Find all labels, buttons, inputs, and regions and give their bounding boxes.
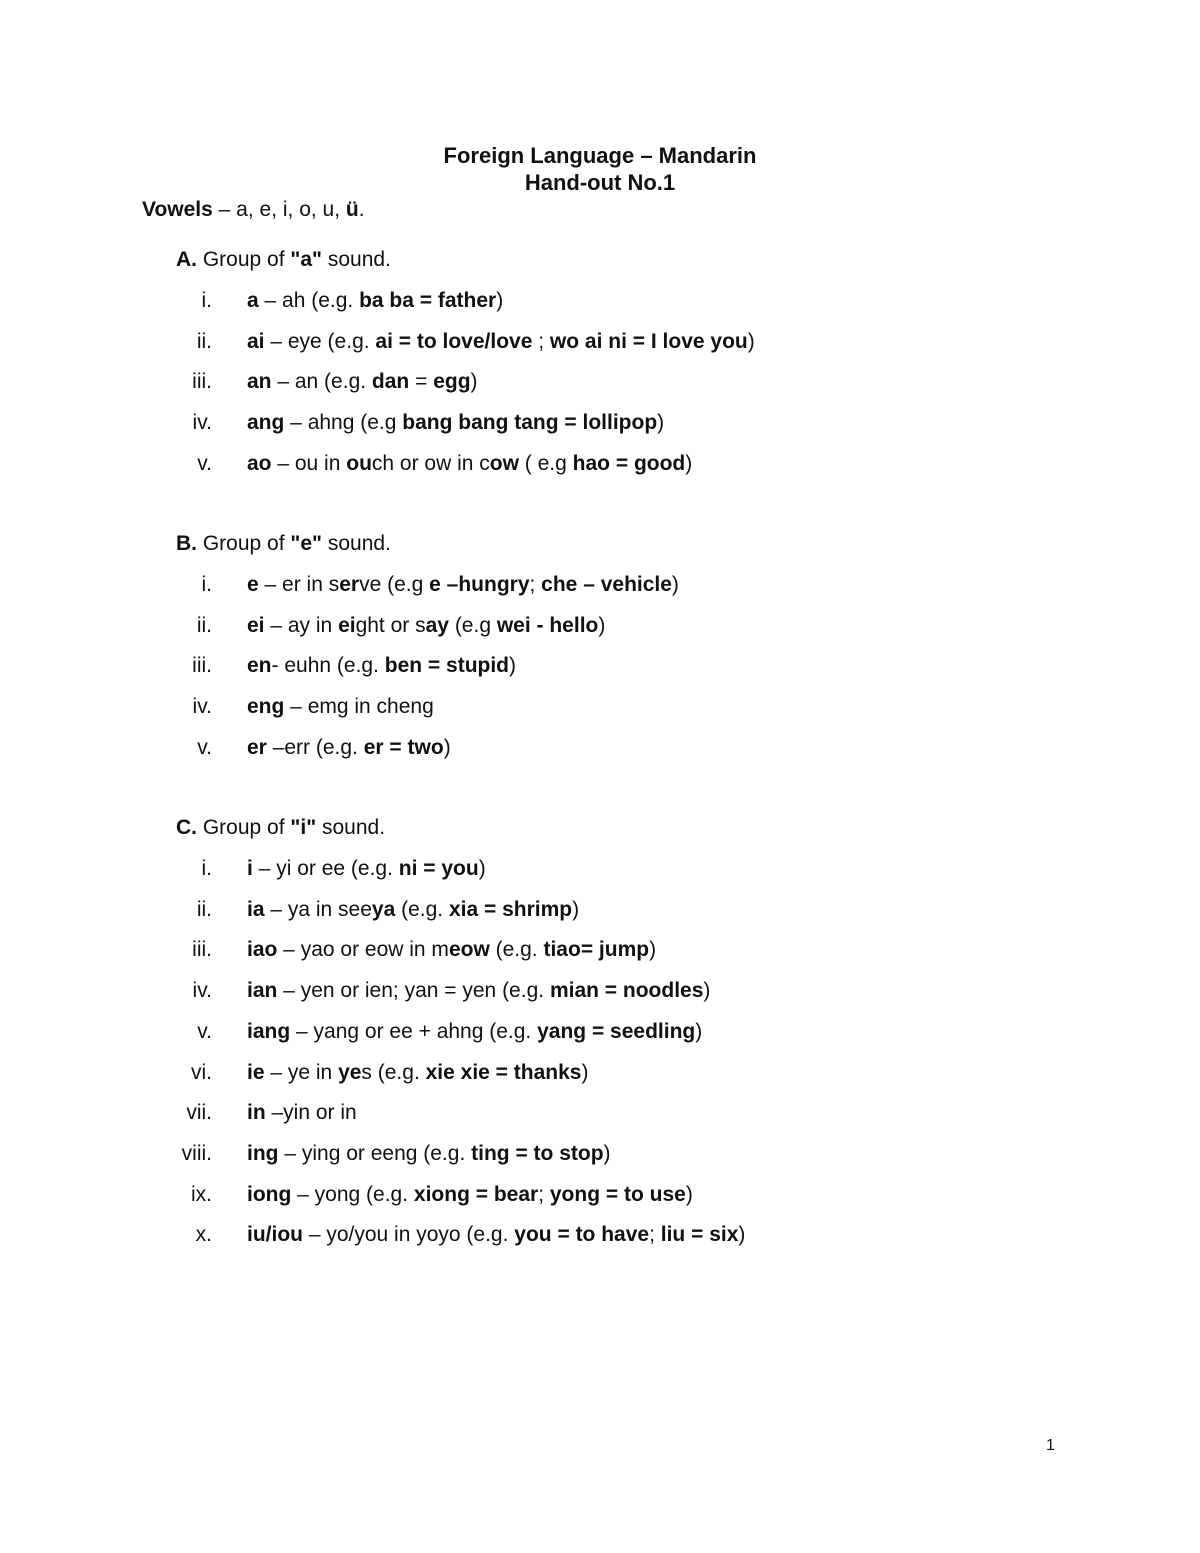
text-segment: ch or ow in c bbox=[371, 451, 490, 475]
list-item bbox=[120, 1141, 1120, 1167]
text-segment: ) bbox=[470, 370, 478, 394]
bold-segment: iu/iou bbox=[247, 1223, 303, 1247]
item-numeral: iv. bbox=[192, 695, 212, 719]
item-text bbox=[247, 572, 679, 598]
group-c-heading bbox=[176, 815, 385, 841]
list-item bbox=[120, 613, 1120, 639]
text-segment: ; bbox=[649, 1223, 661, 1247]
list-item bbox=[120, 451, 1120, 477]
group-heading-post: sound. bbox=[316, 816, 386, 839]
item-text bbox=[247, 937, 656, 963]
bold-segment: er = two bbox=[363, 735, 444, 759]
group-letter: C. bbox=[176, 816, 197, 839]
bold-segment: yang = seedling bbox=[537, 1019, 696, 1043]
text-segment: ) bbox=[695, 1019, 703, 1043]
text-segment: s (e.g. bbox=[361, 1060, 426, 1084]
text-segment: –yin or in bbox=[265, 1101, 357, 1125]
item-numeral: i. bbox=[201, 857, 212, 880]
item-numeral: i. bbox=[201, 573, 212, 596]
bold-segment: ie bbox=[247, 1060, 265, 1084]
bold-segment: bang bang tang = lollipop bbox=[402, 411, 658, 435]
text-segment: ) bbox=[598, 613, 606, 637]
text-segment: – yong (e.g. bbox=[291, 1182, 414, 1206]
bold-segment: er bbox=[339, 573, 360, 596]
item-text bbox=[247, 329, 755, 355]
bold-segment: e –hungry bbox=[429, 573, 530, 596]
text-segment: – ying or eeng (e.g. bbox=[278, 1141, 472, 1165]
list-item bbox=[120, 288, 1120, 314]
bold-segment: ow bbox=[489, 451, 519, 475]
bold-segment: yong = to use bbox=[549, 1182, 686, 1206]
bold-segment: egg bbox=[433, 370, 471, 394]
text-segment: –err (e.g. bbox=[266, 735, 364, 759]
text-segment: ) bbox=[581, 1060, 589, 1084]
text-segment: – ou in bbox=[271, 451, 347, 475]
bold-segment: ia bbox=[247, 897, 265, 921]
item-text bbox=[247, 1019, 702, 1045]
item-text bbox=[247, 288, 503, 314]
item-text bbox=[247, 1222, 745, 1248]
bold-segment: i bbox=[247, 857, 253, 880]
text-segment: ) bbox=[685, 451, 693, 475]
text-segment: – ah (e.g. bbox=[258, 289, 360, 312]
bold-segment: a bbox=[247, 289, 259, 312]
text-segment: ; bbox=[532, 329, 550, 353]
list-item bbox=[120, 897, 1120, 923]
vowels-u-umlaut: ü bbox=[345, 198, 359, 221]
group-a-heading bbox=[176, 247, 391, 273]
bold-segment: ou bbox=[346, 451, 372, 475]
text-segment: ) bbox=[509, 654, 517, 678]
bold-segment: liu = six bbox=[660, 1223, 739, 1247]
item-numeral: ii. bbox=[196, 897, 212, 921]
text-segment: – yen or ien; yan = yen (e.g. bbox=[277, 979, 550, 1003]
text-segment: ) bbox=[703, 979, 711, 1003]
text-segment: – yo/you in yoyo (e.g. bbox=[303, 1223, 515, 1247]
bold-segment: you = to have bbox=[514, 1223, 650, 1247]
text-segment: – yao or eow in m bbox=[277, 938, 449, 962]
list-item bbox=[120, 329, 1120, 355]
item-numeral: iv. bbox=[192, 411, 212, 435]
text-segment: – an (e.g. bbox=[271, 370, 372, 394]
bold-segment: eng bbox=[247, 695, 285, 719]
bold-segment: ay bbox=[425, 613, 449, 637]
text-segment: – ya in see bbox=[264, 897, 372, 921]
text-segment: - euhn (e.g. bbox=[271, 654, 385, 678]
group-letter: B. bbox=[176, 532, 197, 555]
bold-segment: ei bbox=[247, 613, 265, 637]
group-heading-post: sound. bbox=[322, 532, 391, 555]
list-item bbox=[120, 1060, 1120, 1086]
text-segment: ) bbox=[738, 1223, 746, 1247]
bold-segment: ya bbox=[371, 897, 396, 921]
document-title: Foreign Language – Mandarin bbox=[443, 143, 757, 168]
text-segment: – ay in bbox=[264, 613, 339, 637]
list-item bbox=[120, 694, 1120, 720]
text-segment: ) bbox=[657, 411, 665, 435]
item-text bbox=[247, 1141, 611, 1167]
item-numeral: vi. bbox=[191, 1060, 212, 1084]
group-letter: A. bbox=[176, 248, 197, 271]
item-text bbox=[247, 735, 451, 761]
text-segment: – ye in bbox=[264, 1060, 339, 1084]
list-item bbox=[120, 978, 1120, 1004]
bold-segment: er bbox=[247, 735, 267, 759]
list-item bbox=[120, 1100, 1120, 1126]
group-heading-post: sound. bbox=[322, 248, 391, 271]
list-item bbox=[120, 735, 1120, 761]
item-text bbox=[247, 978, 710, 1004]
vowels-label: Vowels bbox=[142, 198, 213, 221]
bold-segment: ben = stupid bbox=[384, 654, 510, 678]
bold-segment: mian = noodles bbox=[549, 979, 704, 1003]
text-segment: – yang or ee + ahng (e.g. bbox=[290, 1019, 538, 1043]
bold-segment: iao bbox=[247, 938, 278, 962]
bold-segment: wo ai ni = I love you bbox=[549, 329, 748, 353]
item-text bbox=[247, 451, 692, 477]
text-segment: – er in s bbox=[258, 573, 340, 596]
item-text bbox=[247, 856, 486, 882]
item-numeral: ix. bbox=[191, 1182, 212, 1206]
bold-segment: eow bbox=[448, 938, 490, 962]
bold-segment: ian bbox=[247, 979, 278, 1003]
item-numeral: ii. bbox=[196, 613, 212, 637]
item-numeral: iii. bbox=[192, 370, 212, 394]
bold-segment: ing bbox=[247, 1141, 279, 1165]
item-text bbox=[247, 897, 579, 923]
text-segment: (e.g bbox=[448, 613, 497, 637]
document-subtitle: Hand-out No.1 bbox=[524, 170, 676, 195]
text-segment: (e.g. bbox=[489, 938, 544, 962]
vowels-list: – a, e, i, o, u, bbox=[212, 198, 346, 221]
item-numeral: v. bbox=[197, 451, 212, 475]
item-numeral: iii. bbox=[192, 654, 212, 678]
bold-segment: xie xie = thanks bbox=[425, 1060, 582, 1084]
text-segment: – yi or ee (e.g. bbox=[252, 857, 399, 880]
bold-segment: ai = to love/love bbox=[375, 329, 533, 353]
item-numeral: iv. bbox=[192, 979, 212, 1003]
bold-segment: che – vehicle bbox=[541, 573, 672, 596]
bold-segment: tiao= jump bbox=[543, 938, 650, 962]
item-numeral: viii. bbox=[181, 1141, 212, 1165]
page-number: 1 bbox=[1046, 1437, 1055, 1454]
text-segment: (e.g. bbox=[395, 897, 449, 921]
list-item bbox=[120, 1222, 1120, 1248]
bold-segment: ai bbox=[247, 329, 265, 353]
item-numeral: i. bbox=[201, 289, 212, 312]
text-segment: ) bbox=[496, 289, 504, 312]
text-segment: ) bbox=[671, 573, 679, 596]
item-text bbox=[247, 613, 605, 639]
list-item bbox=[120, 937, 1120, 963]
group-sound: "a" bbox=[290, 248, 322, 271]
text-segment: ve (e.g bbox=[359, 573, 430, 596]
group-heading-pre: Group of bbox=[202, 248, 291, 271]
group-heading-pre: Group of bbox=[202, 532, 291, 555]
vowels-line bbox=[142, 197, 365, 223]
bold-segment: ye bbox=[338, 1060, 362, 1084]
bold-segment: an bbox=[247, 370, 272, 394]
text-segment: ) bbox=[603, 1141, 611, 1165]
item-numeral: v. bbox=[197, 1019, 212, 1043]
text-segment: – eye (e.g. bbox=[264, 329, 376, 353]
bold-segment: ba ba = father bbox=[359, 289, 497, 312]
bold-segment: iong bbox=[247, 1182, 292, 1206]
item-text bbox=[247, 369, 478, 395]
text-segment: ; bbox=[529, 573, 542, 596]
bold-segment: dan bbox=[371, 370, 410, 394]
bold-segment: xia = shrimp bbox=[448, 897, 573, 921]
list-item bbox=[120, 410, 1120, 436]
bold-segment: wei - hello bbox=[496, 613, 599, 637]
text-segment: ; bbox=[538, 1182, 550, 1206]
bold-segment: iang bbox=[247, 1019, 291, 1043]
bold-segment: en bbox=[247, 654, 272, 678]
group-heading-pre: Group of bbox=[202, 816, 291, 839]
text-segment: ght or s bbox=[355, 613, 426, 637]
text-segment: ) bbox=[649, 938, 657, 962]
bold-segment: xiong = bear bbox=[413, 1182, 539, 1206]
text-segment: ) bbox=[685, 1182, 693, 1206]
list-item bbox=[120, 653, 1120, 679]
item-text bbox=[247, 1100, 357, 1126]
item-numeral: v. bbox=[197, 735, 212, 759]
list-item bbox=[120, 369, 1120, 395]
item-numeral: iii. bbox=[192, 938, 212, 962]
bold-segment: e bbox=[247, 573, 259, 596]
item-numeral: x. bbox=[195, 1223, 212, 1247]
bold-segment: ei bbox=[338, 613, 356, 637]
text-segment: ) bbox=[478, 857, 486, 880]
group-sound: "e" bbox=[290, 532, 322, 555]
bold-segment: ting = to stop bbox=[471, 1141, 604, 1165]
list-item bbox=[120, 856, 1120, 882]
item-text bbox=[247, 410, 664, 436]
item-text bbox=[247, 1182, 693, 1208]
text-segment: ) bbox=[572, 897, 580, 921]
text-segment: ( e.g bbox=[518, 451, 573, 475]
bold-segment: hao = good bbox=[572, 451, 686, 475]
bold-segment: ni = you bbox=[398, 857, 479, 880]
group-sound: "i" bbox=[290, 816, 317, 839]
text-segment: – ahng (e.g bbox=[284, 411, 403, 435]
item-text bbox=[247, 1060, 588, 1086]
item-numeral: vii. bbox=[186, 1101, 212, 1125]
bold-segment: ang bbox=[247, 411, 285, 435]
item-text bbox=[247, 694, 434, 720]
bold-segment: in bbox=[247, 1101, 266, 1125]
item-numeral: ii. bbox=[196, 329, 212, 353]
vowels-end: . bbox=[358, 198, 365, 221]
text-segment: = bbox=[409, 370, 434, 394]
list-item bbox=[120, 572, 1120, 598]
text-segment: – emg in cheng bbox=[284, 695, 434, 719]
text-segment: ) bbox=[747, 329, 755, 353]
bold-segment: ao bbox=[247, 451, 272, 475]
group-b-heading bbox=[176, 531, 391, 557]
list-item bbox=[120, 1019, 1120, 1045]
list-item bbox=[120, 1182, 1120, 1208]
item-text bbox=[247, 653, 516, 679]
text-segment: ) bbox=[443, 735, 451, 759]
